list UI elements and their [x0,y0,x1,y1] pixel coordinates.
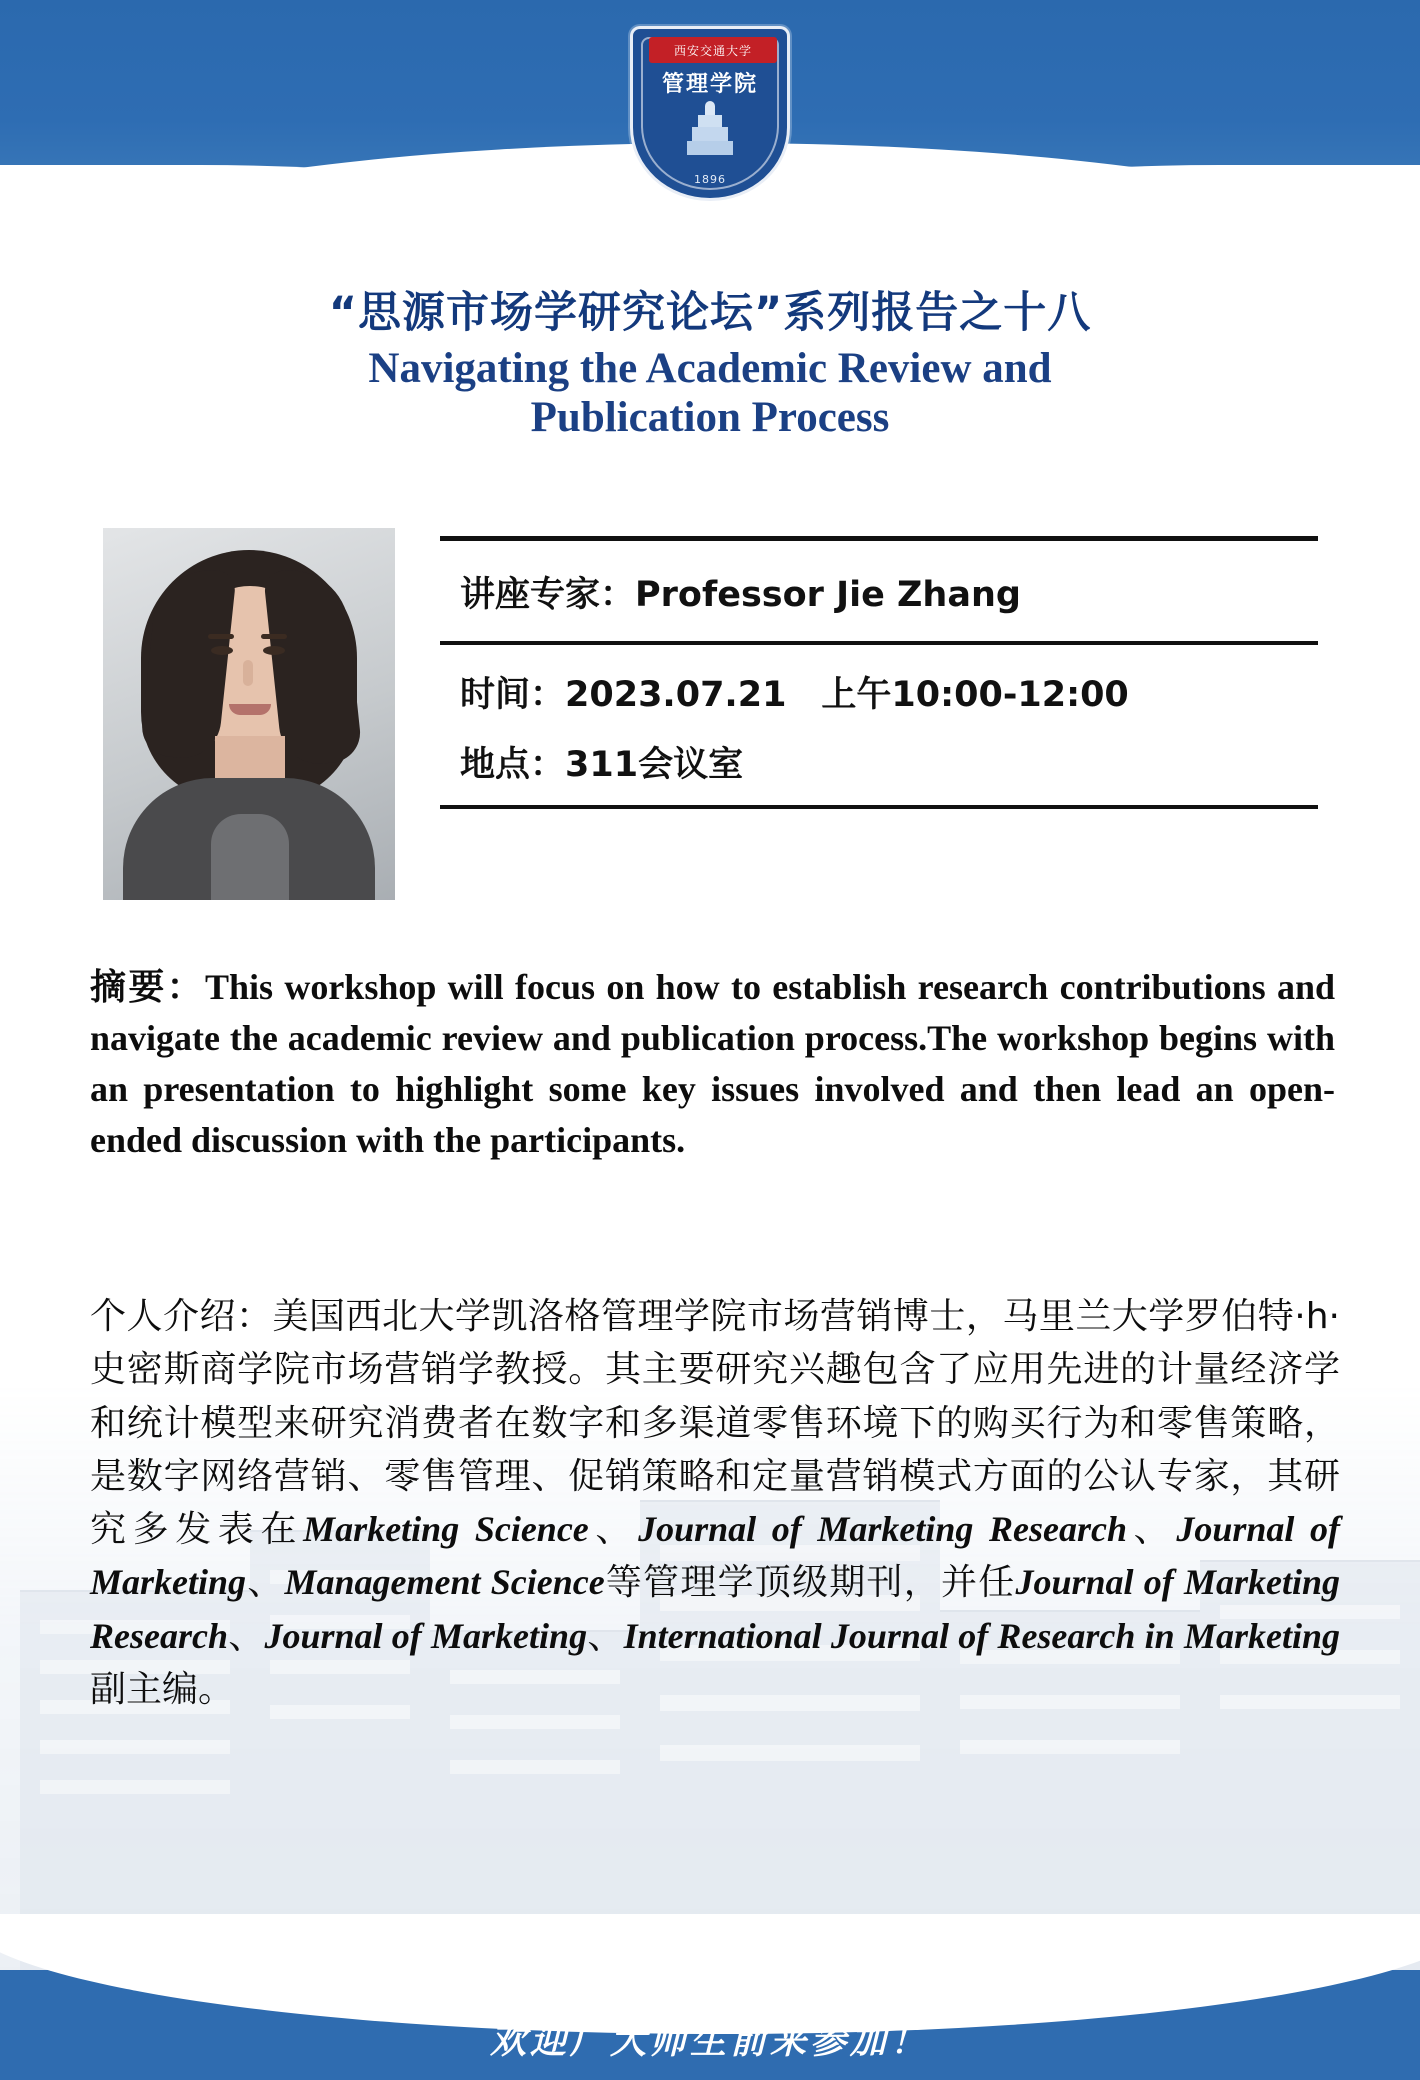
crest-tower-icon [687,101,733,159]
crest-school-name: 管理学院 [661,72,758,97]
bio-text-part3: 副主编。 [90,1668,235,1710]
speaker-line [440,541,1318,641]
time-value: 2023.07.21 上午10:00-12:00 [565,675,1129,715]
bio-section [90,1290,1340,1716]
title-english-line1: Navigating the Academic Review and [368,344,1052,392]
crest-year: 1896 [694,173,726,186]
time-label: 时间： [460,675,566,715]
journal-name-2: Journal of Marketing Research [638,1509,1128,1550]
abstract-text: This workshop will focus on how to establish research contributions and navigate the academic review and publication process.The workshop begins with an presentation to highlight some key issues involved and then lead an open-ended discussion with the participants. [90,967,1335,1161]
speaker-label: 讲座专家： [460,575,636,615]
journal-name-4: Management Science [284,1562,605,1603]
crest-university-name: 西安交通大学 [673,43,752,58]
university-shield-icon [630,26,790,201]
bio-text-part2: 等管理学顶级期刊，并任 [604,1562,1016,1604]
place-value: 311会议室 [565,745,744,785]
footer-invitation-text: 欢迎广大师生前来参加！ [489,2021,930,2062]
bio-sep-4: 、 [228,1615,265,1657]
title-english [0,344,1420,443]
title-chinese: “思源市场学研究论坛”系列报告之十八 [328,288,1092,338]
time-place-block [440,645,1318,805]
journal-name-5: Journal of Marketing Research [90,1562,1340,1656]
abstract-section [90,962,1335,1166]
speaker-info-row [103,528,1318,900]
speaker-portrait [103,528,395,900]
place-label: 地点： [460,745,566,785]
journal-name-1: Marketing Science [303,1509,589,1550]
title-english-line2: Publication Process [530,394,890,442]
time-line [460,667,1318,717]
speaker-name: Professor Jie Zhang [635,575,1021,615]
bio-sep-2: 、 [1127,1509,1177,1551]
crest-red-band [649,37,777,63]
place-line [460,737,1318,787]
bio-sep-1: 、 [588,1509,639,1551]
bottom-banner [0,1970,1420,2080]
bio-sep-5: 、 [587,1615,624,1657]
bio-text-part1: 美国西北大学凯洛格管理学院市场营销博士，马里兰大学罗伯特·h·史密斯商学院市场营销学教授。其主要研究兴趣包含了应用先进的计量经济学和统计模型来研究消费者在数字和多渠道零售环境下的购买行为和零售策略，是数字网络营销、零售管理、促销策略和定量营销模式方面的公认专家，其研究多发表在 [90,1296,1340,1551]
bio-label: 个人介绍： [90,1296,273,1337]
journal-name-7: International Journal of Research in Marketing [623,1615,1340,1656]
journal-name-6: Journal of Marketing [264,1615,588,1656]
info-lines [440,528,1318,809]
journal-name-3: Journal of Marketing [90,1509,1340,1603]
abstract-label: 摘要： [90,967,205,1008]
page-title [0,288,1420,442]
divider-bottom [440,805,1318,809]
bio-sep-3: 、 [246,1562,285,1604]
